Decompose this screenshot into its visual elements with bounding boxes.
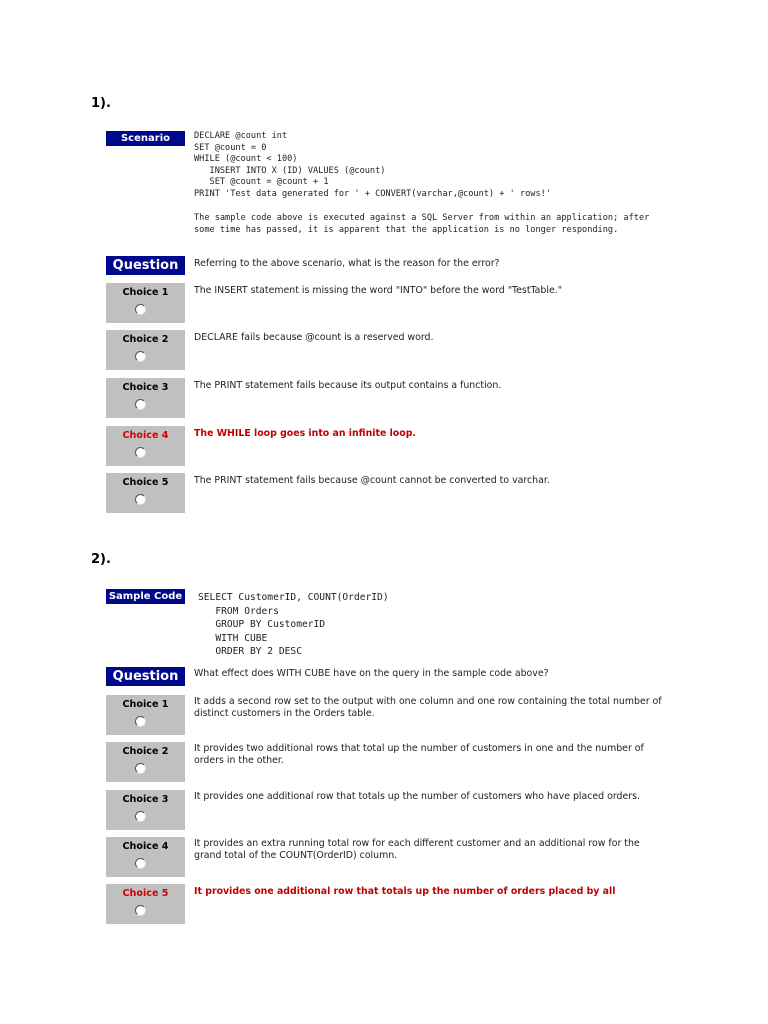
choice-label: Choice 4 — [122, 430, 169, 441]
question-label: Question — [106, 256, 185, 275]
radio-button-icon[interactable] — [135, 763, 146, 774]
question-text: What effect does WITH CUBE have on the query in the sample code above? — [194, 668, 549, 679]
choice-option[interactable] — [106, 742, 185, 782]
code-block: DECLARE @count int SET @count = 0 WHILE (@count < 100) INSERT INTO X (ID) VALUES (@count) SET @count = @count + 1 PRINT 'Test data generated for ' + CONVERT(varchar,@count) + ' rows!' — [194, 131, 551, 199]
choice-label: Choice 2 — [122, 746, 169, 757]
radio-button-icon[interactable] — [135, 399, 146, 410]
radio-button-icon[interactable] — [135, 858, 146, 869]
choice-option-correct[interactable] — [106, 426, 185, 466]
choice-text: DECLARE fails because @count is a reserved word. — [194, 332, 434, 343]
choice-option[interactable] — [106, 283, 185, 323]
choice-option[interactable] — [106, 790, 185, 830]
question-number: 1). — [91, 96, 111, 111]
radio-button-icon[interactable] — [135, 905, 146, 916]
choice-option[interactable] — [106, 695, 185, 735]
scenario-label: Scenario — [106, 131, 185, 146]
choice-text: It provides an extra running total row for each different customer and an additional row for the grand total of the COUNT(OrderID) column. — [194, 838, 640, 862]
radio-button-icon[interactable] — [135, 304, 146, 315]
choice-label: Choice 5 — [122, 888, 169, 899]
choice-label: Choice 1 — [122, 287, 169, 298]
choice-option[interactable] — [106, 330, 185, 370]
choice-text: It provides one additional row that totals up the number of customers who have placed orders. — [194, 791, 640, 802]
choice-text-correct: The WHILE loop goes into an infinite loop. — [194, 428, 416, 439]
sample-code-label: Sample Code — [106, 589, 185, 604]
choice-option-correct[interactable] — [106, 884, 185, 924]
choice-text: The INSERT statement is missing the word "INTO" before the word "TestTable." — [194, 285, 563, 296]
choice-text: The PRINT statement fails because @count cannot be converted to varchar. — [194, 475, 550, 486]
radio-button-icon[interactable] — [135, 811, 146, 822]
choice-label: Choice 1 — [122, 699, 169, 710]
choice-label: Choice 5 — [122, 477, 169, 488]
scenario-description: The sample code above is executed against a SQL Server from within an application; after some time has passed, it is apparent that the application is no longer responding. — [194, 213, 650, 235]
question-text: Referring to the above scenario, what is the reason for the error? — [194, 258, 500, 269]
radio-button-icon[interactable] — [135, 716, 146, 727]
radio-button-icon[interactable] — [135, 351, 146, 362]
question-label: Question — [106, 667, 185, 686]
choice-option[interactable] — [106, 473, 185, 513]
choice-text: The PRINT statement fails because its output contains a function. — [194, 380, 502, 391]
choice-label: Choice 3 — [122, 794, 169, 805]
radio-button-icon[interactable] — [135, 494, 146, 505]
choice-option[interactable] — [106, 378, 185, 418]
question-number: 2). — [91, 552, 111, 567]
choice-label: Choice 3 — [122, 382, 169, 393]
radio-button-icon[interactable] — [135, 447, 146, 458]
choice-text: It provides two additional rows that total up the number of customers in one and the number of orders in the other. — [194, 743, 644, 767]
choice-label: Choice 4 — [122, 841, 169, 852]
choice-text-correct: It provides one additional row that totals up the number of orders placed by all — [194, 886, 616, 897]
choice-label: Choice 2 — [122, 334, 169, 345]
choice-option[interactable] — [106, 837, 185, 877]
choice-text: It adds a second row set to the output with one column and one row containing the total number of distinct customers in the Orders table. — [194, 696, 662, 720]
code-block: SELECT CustomerID, COUNT(OrderID) FROM Orders GROUP BY CustomerID WITH CUBE ORDER BY 2 DESC — [198, 592, 389, 658]
